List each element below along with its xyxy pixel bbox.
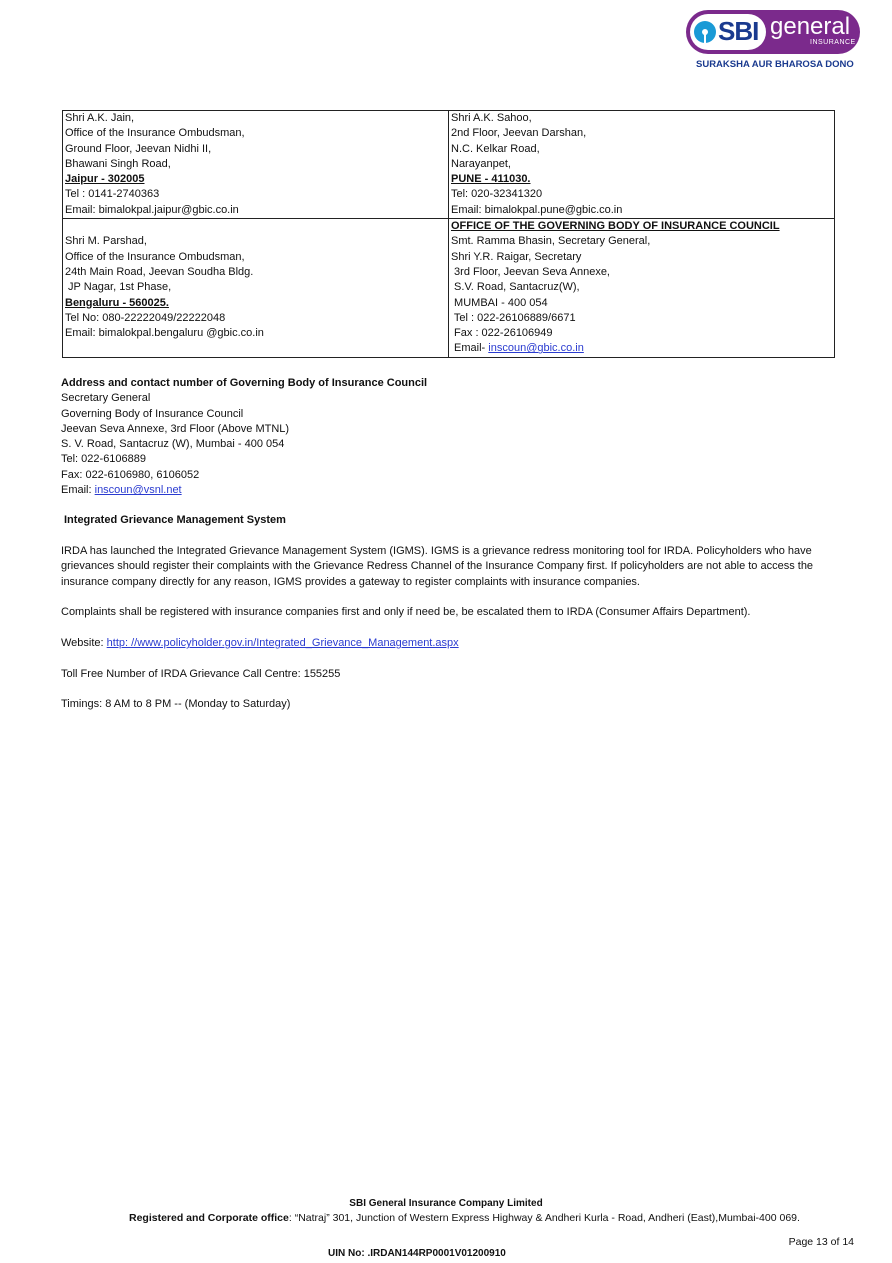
city-pincode: Jaipur - 302005	[65, 173, 145, 186]
gbic-office-cell	[449, 219, 835, 358]
uin-number: UIN No: .IRDAN144RP0001V01200910	[328, 1248, 506, 1259]
logo-general-text: general	[770, 13, 851, 40]
address-line: 24th Main Road, Jeevan Soudha Bldg.	[65, 265, 254, 278]
gbic-address-block	[61, 376, 427, 498]
address-line: Shri M. Parshad,	[65, 235, 147, 248]
sbi-general-logo	[686, 10, 862, 74]
footer-company-name: SBI General Insurance Company Limited	[349, 1198, 543, 1209]
address-line: S.V. Road, Santacruz(W),	[451, 281, 580, 294]
address-line: Shri A.K. Sahoo,	[451, 112, 532, 124]
page-number: Page 13 of 14	[788, 1236, 854, 1248]
telephone: Tel : 0141-2740363	[65, 188, 160, 201]
logo-tagline: SURAKSHA AUR BHAROSA DONO	[696, 59, 854, 70]
table-row	[63, 111, 835, 219]
telephone: Tel: 022-6106889	[61, 453, 147, 466]
address-line: 2nd Floor, Jeevan Darshan,	[451, 127, 587, 140]
address-line: JP Nagar, 1st Phase,	[65, 281, 172, 294]
logo-insurance-text: INSURANCE	[810, 39, 856, 46]
email-label: Email:	[61, 484, 95, 497]
igms-heading: Integrated Grievance Management System	[64, 514, 286, 526]
address-line: Bhawani Singh Road,	[65, 157, 171, 170]
email-label: Email-	[451, 342, 489, 355]
toll-free-line: Toll Free Number of IRDA Grievance Call Centre: 155255	[61, 668, 341, 680]
city-pincode: Bengaluru - 560025.	[65, 296, 169, 309]
gbic-address-heading: Address and contact number of Governing Body of Insurance Council	[61, 377, 428, 389]
website-label: Website:	[61, 637, 107, 649]
email: Email: bimalokpal.pune@gbic.co.in	[451, 203, 623, 216]
address-line: Narayanpet,	[451, 157, 511, 170]
address-line: Jeevan Seva Annexe, 3rd Floor (Above MTNL)	[61, 422, 290, 435]
address-line: S. V. Road, Santacruz (W), Mumbai - 400 054	[61, 438, 285, 451]
address-line: Office of the Insurance Ombudsman,	[65, 127, 245, 140]
gbic-office-heading: OFFICE OF THE GOVERNING BODY OF INSURANCE COUNCIL	[451, 220, 780, 233]
address-line: Shri Y.R. Raigar, Secretary	[451, 250, 582, 263]
gbic-email-link[interactable]: inscoun@gbic.co.in	[488, 342, 584, 355]
pune-ombudsman-cell	[449, 111, 835, 219]
igms-website-link[interactable]: http: //www.policyholder.gov.in/Integrated_Grievance_Management.aspx	[106, 637, 459, 649]
fax: Fax: 022-6106980, 6106052	[61, 468, 200, 481]
jaipur-ombudsman-cell	[63, 111, 449, 219]
vsnl-email-link[interactable]: inscoun@vsnl.net	[94, 484, 182, 497]
footer-office-label: Registered and Corporate office	[129, 1212, 289, 1224]
logo-brand-text: SBI	[718, 16, 759, 46]
footer-office-address: : “Natraj” 301, Junction of Western Express Highway & Andheri Kurla - Road, Andheri (East),Mumbai-400 069.	[288, 1212, 800, 1224]
fax: Fax : 022-26106949	[451, 327, 553, 340]
city-pincode: PUNE - 411030.	[451, 173, 531, 186]
bengaluru-ombudsman-cell	[63, 219, 449, 358]
email: Email: bimalokpal.jaipur@gbic.co.in	[65, 203, 239, 216]
table-row	[63, 219, 835, 358]
address-line: MUMBAI - 400 054	[451, 296, 548, 309]
address-line: N.C. Kelkar Road,	[451, 142, 540, 155]
igms-paragraph: IRDA has launched the Integrated Grievance Management System (IGMS). IGMS is a grievance redress monitoring tool for IRDA. Policyholders who have grievances should register their complaints with the Grievance Redress Channel of the Insurance Company first. If policyholders are not able to access the insurance company directly for any reason, IGMS provides a gateway to register complaints with insurance companies.	[61, 545, 814, 588]
email	[61, 483, 427, 498]
address-line: Shri A.K. Jain,	[65, 112, 135, 124]
address-line: Secretary General	[61, 392, 151, 405]
sbi-keyhole-icon	[694, 21, 716, 43]
footer-registered-office	[129, 1212, 800, 1224]
address-line: Ground Floor, Jeevan Nidhi II,	[65, 142, 212, 155]
telephone: Tel: 020-32341320	[451, 188, 543, 201]
ombudsman-address-table	[62, 110, 835, 358]
address-line: Office of the Insurance Ombudsman,	[65, 250, 245, 263]
address-line: 3rd Floor, Jeevan Seva Annexe,	[451, 265, 610, 278]
timings-line: Timings: 8 AM to 8 PM -- (Monday to Saturday)	[61, 698, 291, 710]
email	[451, 341, 832, 356]
address-line: Smt. Ramma Bhasin, Secretary General,	[451, 235, 651, 248]
telephone: Tel : 022-26106889/6671	[451, 311, 576, 324]
website-line	[61, 636, 861, 651]
email: Email: bimalokpal.bengaluru @gbic.co.in	[65, 327, 264, 340]
complaints-paragraph: Complaints shall be registered with insurance companies first and only if need be, be escalated them to IRDA (Consumer Affairs Department).	[61, 606, 751, 618]
telephone: Tel No: 080-22222049/22222048	[65, 311, 226, 324]
address-line: Governing Body of Insurance Council	[61, 407, 244, 420]
blank-line	[65, 219, 446, 234]
